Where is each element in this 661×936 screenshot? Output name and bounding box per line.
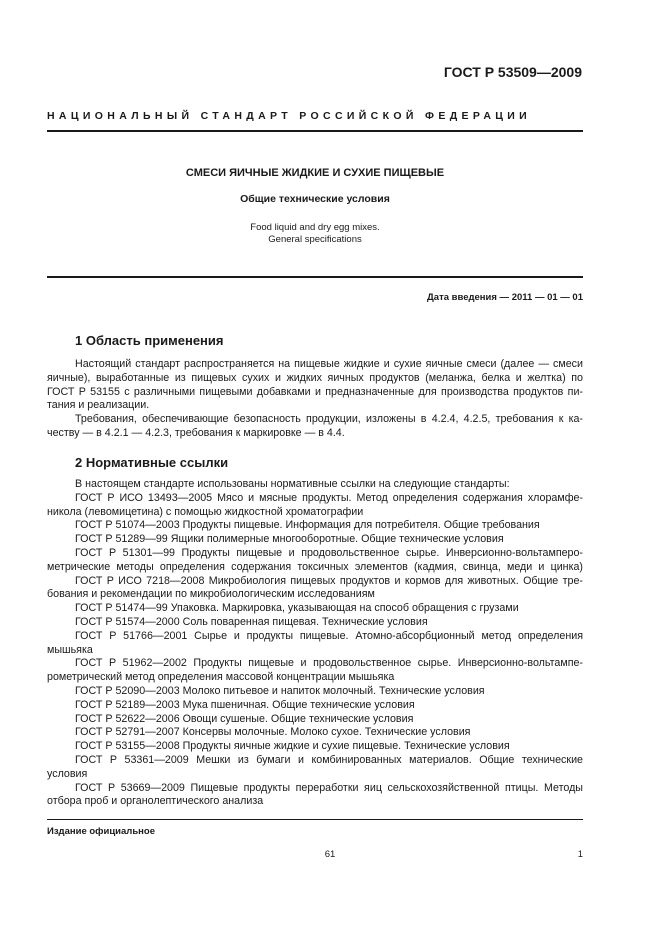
reference-line: ГОСТ Р 52090—2003 Молоко питьевое и напиток молочный. Технические условия	[75, 684, 485, 697]
title-english-line-2: General specifications	[268, 234, 362, 245]
text-line: Требования, обеспечивающие безопасность продукции, изложены в 4.2.4, 4.2.5, требования к ка-	[75, 413, 583, 426]
header-divider	[47, 130, 583, 132]
official-edition-label: Издание официальное	[47, 826, 155, 837]
section-1-body	[47, 358, 583, 441]
reference-line: условия	[47, 767, 88, 780]
title-english-line-1: Food liquid and dry egg mixes.	[250, 222, 380, 233]
section-2-heading: 2 Нормативные ссылки	[75, 455, 229, 470]
reference-line: никола (левомицетина) с помощью жидкостной хроматографии	[47, 505, 364, 518]
reference-line: ГОСТ Р 51962—2002 Продукты пищевые и продовольственное сырье. Инверсионно-вольтампе-	[75, 657, 583, 670]
document-number: ГОСТ Р 53509—2009	[443, 64, 582, 80]
document-title: СМЕСИ ЯИЧНЫЕ ЖИДКИЕ И СУХИЕ ПИЩЕВЫЕ	[185, 167, 445, 179]
reference-line: метрические методы определения содержания токсичных элементов (кадмия, свинца, меди и цинка)	[47, 560, 583, 573]
reference-line: ГОСТ Р 53361—2009 Мешки из бумаги и комбинированных материалов. Общие технические	[75, 753, 583, 766]
sheet-number: 1	[577, 849, 583, 860]
document-title-english	[47, 222, 583, 246]
reference-line: ГОСТ Р 51301—99 Продукты пищевые и продовольственное сырье. Инверсионно-вольтамперо-	[75, 546, 583, 559]
reference-line: рометрический метод определения массовой концентрации мышьяка	[47, 671, 395, 684]
page-number: 61	[324, 849, 336, 860]
document-subtitle: Общие технические условия	[240, 193, 390, 205]
reference-line: ГОСТ Р ИСО 13493—2005 Мясо и мясные продукты. Метод определения содержания хлорамфе-	[75, 491, 583, 504]
reference-line: бования и рекомендации по микробиологическим исследованиям	[47, 588, 375, 601]
reference-line: мышьяка	[47, 643, 93, 656]
reference-line: ГОСТ Р 53669—2009 Пищевые продукты переработки яиц сельскохозяйственной птицы. Методы	[75, 781, 583, 794]
text-line: В настоящем стандарте использованы нормативные ссылки на следующие стандарты:	[75, 478, 510, 490]
text-line: честву — в 4.2.1 — 4.2.3, требования к маркировке — в 4.4.	[47, 426, 345, 439]
title-divider	[47, 276, 583, 278]
reference-line: ГОСТ Р 53155—2008 Продукты яичные жидкие и сухие пищевые. Технические условия	[75, 740, 510, 753]
national-standard-header: НАЦИОНАЛЬНЫЙ СТАНДАРТ РОССИЙСКОЙ ФЕДЕРАЦИИ	[47, 110, 532, 122]
text-line: ГОСТ Р 53155 с различными пищевыми добавками и предназначенные для производства продуктов пи-	[47, 385, 583, 398]
reference-line: отбора проб и органолептического анализа	[47, 795, 264, 808]
reference-line: ГОСТ Р ИСО 7218—2008 Микробиология пищевых продуктов и кормов для животных. Общие тре-	[75, 574, 583, 587]
reference-line: ГОСТ Р 52189—2003 Мука пшеничная. Общие технические условия	[75, 698, 415, 711]
reference-line: ГОСТ Р 51574—2000 Соль поваренная пищевая. Технические условия	[75, 615, 428, 628]
reference-line: ГОСТ Р 51766—2001 Сырье и продукты пищевые. Атомно-абсорбционный метод определения	[75, 629, 583, 642]
reference-line: ГОСТ Р 52791—2007 Консервы молочные. Молоко сухое. Технические условия	[75, 726, 471, 739]
reference-line: ГОСТ Р 52622—2006 Овощи сушеные. Общие технические условия	[75, 712, 414, 725]
reference-line: ГОСТ Р 51289—99 Ящики полимерные многооборотные. Общие технические условия	[75, 533, 504, 546]
section-2-body	[47, 478, 583, 809]
text-line: тания и реализации.	[47, 399, 150, 412]
text-line: Настоящий стандарт распространяется на пищевые жидкие и сухие яичные смеси (далее — смеси	[75, 358, 583, 370]
reference-line: ГОСТ Р 51474—99 Упаковка. Маркировка, указывающая на способ обращения с грузами	[75, 602, 519, 615]
footer-divider	[47, 819, 583, 820]
introduction-date: Дата введения — 2011 — 01 — 01	[427, 292, 583, 303]
reference-line: ГОСТ Р 51074—2003 Продукты пищевые. Информация для потребителя. Общие требования	[75, 519, 540, 532]
section-1-heading: 1 Область применения	[75, 333, 224, 348]
text-line: яичные), выработанные из пищевых сухих и жидких яичных продуктов (меланжа, белка и желтка) по	[47, 371, 583, 384]
